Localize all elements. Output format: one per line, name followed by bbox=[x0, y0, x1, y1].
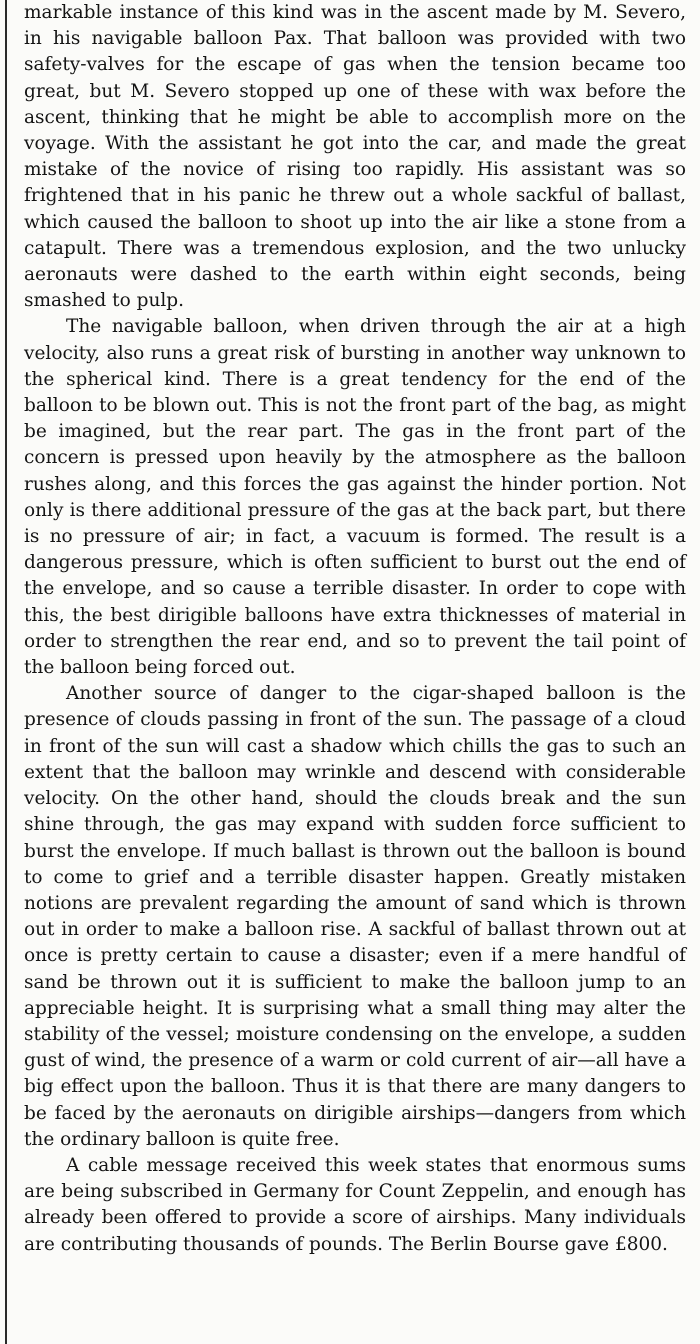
paragraph-cloud-danger: Another source of danger to the cigar-shaped balloon is the presence of clouds passing in front of the sun. The passage of a cloud in front of the sun will cast a shadow which chills the gas to such an extent that the balloon may wrinkle and descend with considerable velocity. On the other hand, should the clouds break and the sun shine through, the gas may expand with sudden force sufficient to burst the envelope. If much ballast is thrown out the balloon is bound to come to grief and a terrible disaster happen. Greatly mistaken notions are prevalent regarding the amount of sand which is thrown out in order to make a balloon rise. A sackful of ballast thrown out at once is pretty certain to cause a disaster; even if a mere handful of sand be thrown out it is sufficient to make the balloon jump to an appreciable height. It is surprising what a small thing may alter the stability of the vessel; moisture condensing on the envelope, a sudden gust of wind, the presence of a warm or cold current of air—all have a big effect upon the balloon. Thus it is that there are many dangers to be faced by the aeronauts on dirigible airships—dangers from which the ordinary balloon is quite free. bbox=[24, 683, 686, 1150]
paragraph-severo-accident: markable instance of this kind was in the ascent made by M. Severo, in his navigable balloon Pax. That balloon was provided with two safety-valves for the escape of gas when the tension became too great, but M. Severo stopped up one of these with wax before the ascent, thinking that he might be able to accomplish more on the voyage. With the assistant he got into the car, and made the great mistake of the novice of rising too rapidly. His assistant was so frightened that in his panic he threw out a whole sackful of ballast, which caused the balloon to shoot up into the air like a stone from a catapult. There was a tremendous explosion, and the two unlucky aeronauts were dashed to the earth within eight seconds, being smashed to pulp. bbox=[24, 2, 686, 312]
article-column bbox=[24, 0, 686, 1258]
column-rule bbox=[5, 0, 7, 1344]
paragraph-navigable-balloon-risk: The navigable balloon, when driven through the air at a high velocity, also runs a great risk of bursting in another way unknown to the spherical kind. There is a great tendency for the end of the balloon to be blown out. This is not the front part of the bag, as might be imagined, but the rear part. The gas in the front part of the concern is pressed upon heavily by the atmosphere as the balloon rushes along, and this forces the gas against the hinder portion. Not only is there additional pressure of the gas at the back part, but there is no pressure of air; in fact, a vacuum is formed. The result is a dangerous pressure, which is often sufficient to burst out the end of the envelope, and so cause a terrible disaster. In order to cope with this, the best dirigible balloons have extra thicknesses of material in order to strengthen the rear end, and so to prevent the tail point of the balloon being forced out. bbox=[24, 316, 686, 679]
paragraph-zeppelin-subscriptions: A cable message received this week states that enormous sums are being subscribed in Germany for Count Zeppelin, and enough has already been offered to provide a score of airships. Many individuals are contributing thousands of pounds. The Berlin Bourse gave £800. bbox=[24, 1154, 686, 1255]
